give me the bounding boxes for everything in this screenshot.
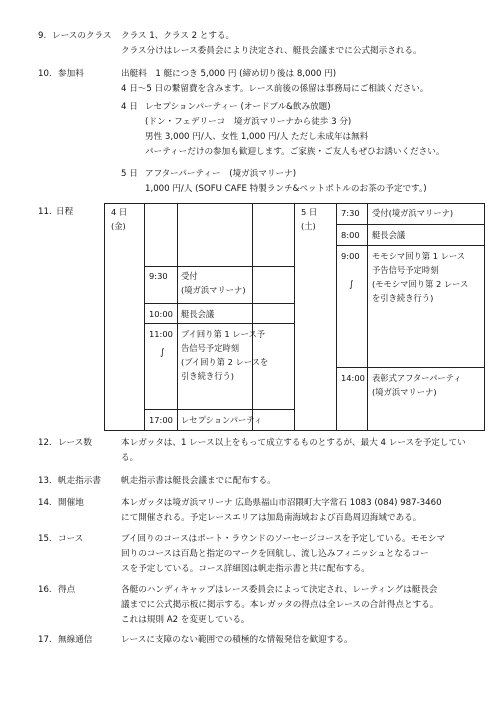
section-16-number: 16.	[38, 585, 52, 595]
table-divider	[144, 409, 295, 410]
section-17-number: 17.	[38, 635, 52, 645]
day1-event	[181, 327, 268, 383]
schedule-table	[104, 203, 485, 430]
day1-time: 17:00	[149, 415, 173, 425]
section-16-label: 得点	[58, 585, 76, 595]
day2-time: 8:00	[341, 230, 360, 240]
event-5-day	[121, 167, 138, 182]
day1-event	[181, 269, 246, 297]
text-line: 回りのコースは百島と指定のマークを回航し、流し込みフィニッシュとなるコー	[121, 549, 429, 559]
section-12-body: 本レガッタは、1 レース以上をもって成立するものとするが、最大 4 レースを予定している。	[121, 438, 466, 463]
text-line: 議までに公式掲示板に掲示する。本レガッタの得点は全レースの合計得点とする。	[121, 600, 439, 610]
table-divider	[144, 303, 295, 304]
section-15-body	[121, 532, 445, 577]
event-4-body	[145, 100, 444, 160]
section-13-label: 帆走指示書	[58, 476, 101, 486]
table-divider	[336, 224, 484, 225]
section-14-number: 14.	[38, 498, 52, 508]
text-line: クラス 1、クラス 2 とする。	[121, 31, 235, 41]
text-line: 出艇料 1 艇につき 5,000 円 (締め切り後は 8,000 円)	[121, 69, 337, 79]
section-12-label: レース数	[58, 438, 92, 448]
day1-event: 艇長会議	[181, 309, 215, 319]
text-line: クラス分けはレース委員会により決定され、艇長会議までに公式掲示される。	[121, 46, 422, 56]
text-line: 表彰式アフターパーティ	[372, 373, 462, 383]
table-divider	[144, 266, 295, 267]
event-day: 5 日	[121, 169, 138, 179]
table-divider	[336, 367, 484, 368]
day2-time: 9:00	[341, 251, 360, 261]
section-14-body	[121, 496, 442, 526]
text-line: (ドン・フェデリーコ 境ガ浜マリーナから徒歩 3 分)	[145, 117, 352, 127]
day1-date: 4 日	[111, 207, 128, 217]
text-line: (境ガ浜マリーナ)	[181, 285, 246, 295]
day1-time: 11:00	[149, 329, 173, 339]
table-divider	[177, 203, 178, 430]
text-line: にて開催される。予定レースエリアは加島南海域および百島周辺海域である。	[121, 513, 422, 523]
table-divider	[144, 323, 295, 324]
day1-time: 9:30	[149, 271, 168, 281]
text-line: ブイ回りのコースはポート・ラウンドのソーセージコースを予定している。モモシマ	[121, 534, 446, 544]
text-line: パーティーだけの参加も歓迎します。ご家族・ご友人もぜひお誘いください。	[145, 147, 445, 157]
text-line: ブイ回り第 1 レース予	[181, 329, 266, 339]
text-line: (モモシマ回り第 2 レース	[372, 279, 469, 289]
table-divider	[367, 203, 368, 430]
section-9-body	[121, 29, 422, 59]
range-tilde: ∫	[349, 280, 354, 290]
text-line: スを予定している。コース詳細図は帆走指示書と共に配布する。	[121, 564, 370, 574]
table-divider	[144, 203, 145, 430]
section-15-label: コース	[58, 534, 84, 544]
event-day: 4 日	[121, 102, 138, 112]
day2-event	[372, 249, 468, 305]
section-10-label: 参加料	[58, 69, 84, 79]
day2-time: 7:30	[341, 208, 360, 218]
text-line: 男性 3,000 円/人、女性 1,000 円/人 ただし未成年は無料	[145, 132, 369, 142]
section-14-label: 開催地	[58, 498, 84, 508]
section-11-number: 11.	[38, 207, 52, 217]
section-10-number: 10.	[38, 69, 52, 79]
text-line: 予告信号予定時刻	[372, 265, 439, 275]
text-line: 帆走指示書は艇長会議までに配布する。	[121, 476, 276, 486]
text-line: を引き続き行う)	[372, 293, 434, 303]
text-line: 4 日〜5 日の繋留費を含みます。レース前後の係留は事務局にご相談ください。	[121, 84, 429, 94]
section-17-body	[121, 633, 353, 648]
table-divider	[336, 245, 484, 246]
section-16-body	[121, 583, 438, 628]
text-line: 各艇のハンディキャップはレース委員会によって決定され、レーティングは艇長会	[121, 585, 438, 595]
section-10-body	[121, 67, 428, 97]
text-line: これは規則 A2 を変更している。	[121, 615, 250, 625]
day1-weekday: (金)	[111, 221, 126, 231]
day2-time: 14:00	[341, 373, 365, 383]
section-12-number: 12.	[38, 438, 52, 448]
section-9-number: 9.	[38, 31, 47, 41]
text-line: 1,000 円/人 (SOFU CAFE 特製ランチ&ペットボトルのお茶の予定です。)	[145, 184, 427, 194]
day2-date: 5 日	[301, 207, 318, 217]
section-15-number: 15.	[38, 534, 52, 544]
text-line: 引き続き行う)	[181, 371, 235, 381]
text-line: モモシマ回り第 1 レース	[372, 251, 466, 261]
event-title: アフターパーティー (境ガ浜マリーナ)	[145, 169, 297, 179]
section-13-body	[121, 474, 276, 489]
text-line: (ブイ回り第 2 レースを	[181, 357, 269, 367]
text-line: 本レガッタは境ガ浜マリーナ 広島県福山市沼隈町大字常石 1083 (084) 987-3460	[121, 498, 442, 508]
day2-event: 受付(境ガ浜マリーナ)	[372, 208, 454, 218]
day2-weekday: (土)	[301, 221, 316, 231]
day1-event: レセプションパーティ	[181, 415, 263, 425]
range-tilde: ∫	[160, 348, 165, 358]
section-11-label: 日程	[56, 207, 74, 217]
text-line: レースに支障のない範囲での積極的な情報発信を歓迎する。	[121, 635, 353, 645]
day2-event: 艇長会議	[372, 230, 406, 240]
text-line: (境ガ浜マリーナ)	[372, 387, 437, 397]
event-title: レセプションパーティー (オードブル&飲み放題)	[145, 102, 331, 112]
day1-time: 10:00	[149, 309, 173, 319]
event-5-body	[145, 167, 427, 197]
table-divider	[252, 203, 253, 430]
text-line: 告信号予定時刻	[181, 343, 240, 353]
event-4-day	[121, 100, 138, 115]
day2-event	[372, 371, 462, 399]
section-17-label: 無線通信	[58, 635, 93, 645]
table-divider	[336, 203, 337, 430]
section-13-number: 13.	[38, 476, 52, 486]
text-line: 受付	[181, 271, 198, 281]
section-9-label: レースのクラス	[52, 31, 112, 41]
table-divider	[294, 203, 295, 430]
